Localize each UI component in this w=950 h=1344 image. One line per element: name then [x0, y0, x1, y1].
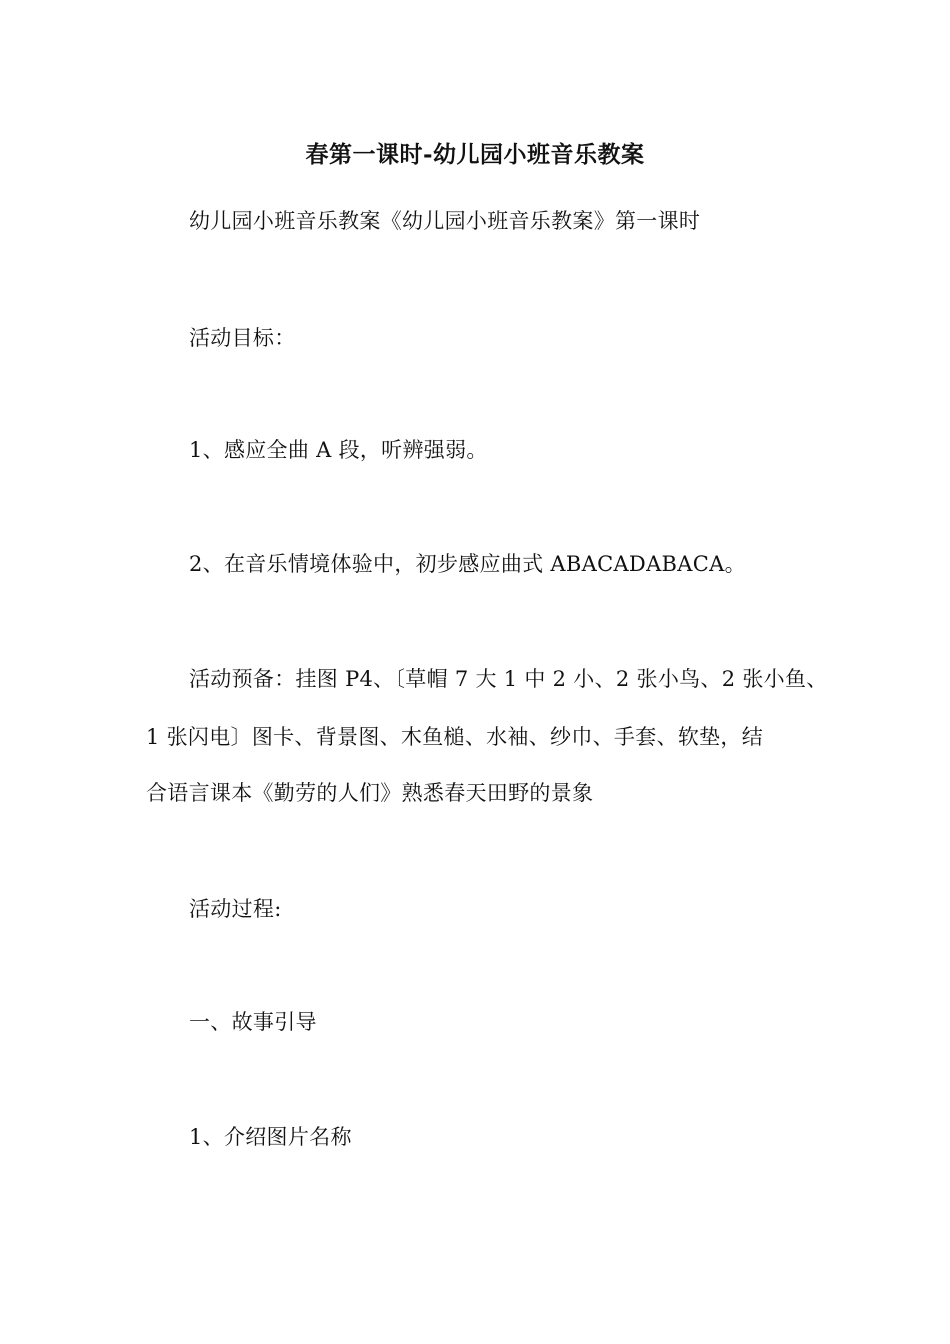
goal-item-2: 2、在音乐情境体验中，初步感应曲式 ABACADABACA。	[189, 552, 746, 576]
preparation-line-3: 合语言课本《勤劳的人们》熟悉春天田野的景象	[146, 781, 594, 805]
goals-heading: 活动目标：	[189, 326, 296, 350]
goal-item-1: 1、感应全曲 A 段，听辨强弱。	[189, 438, 488, 462]
process-heading: 活动过程:	[189, 897, 282, 921]
step-item-1: 1、介绍图片名称	[189, 1125, 352, 1149]
document-title: 春第一课时-幼儿园小班音乐教案	[305, 141, 645, 168]
subtitle-paragraph: 幼儿园小班音乐教案《幼儿园小班音乐教案》第一课时	[189, 209, 701, 233]
section-heading-1: 一、故事引导	[189, 1010, 317, 1034]
preparation-line-1: 活动预备：挂图 P4、〔草帽 7 大 1 中 2 小、2 张小鸟、2 张小鱼、	[189, 667, 828, 691]
preparation-line-2: 1 张闪电〕图卡、背景图、木鱼槌、水袖、纱巾、手套、软垫，结	[146, 725, 764, 749]
